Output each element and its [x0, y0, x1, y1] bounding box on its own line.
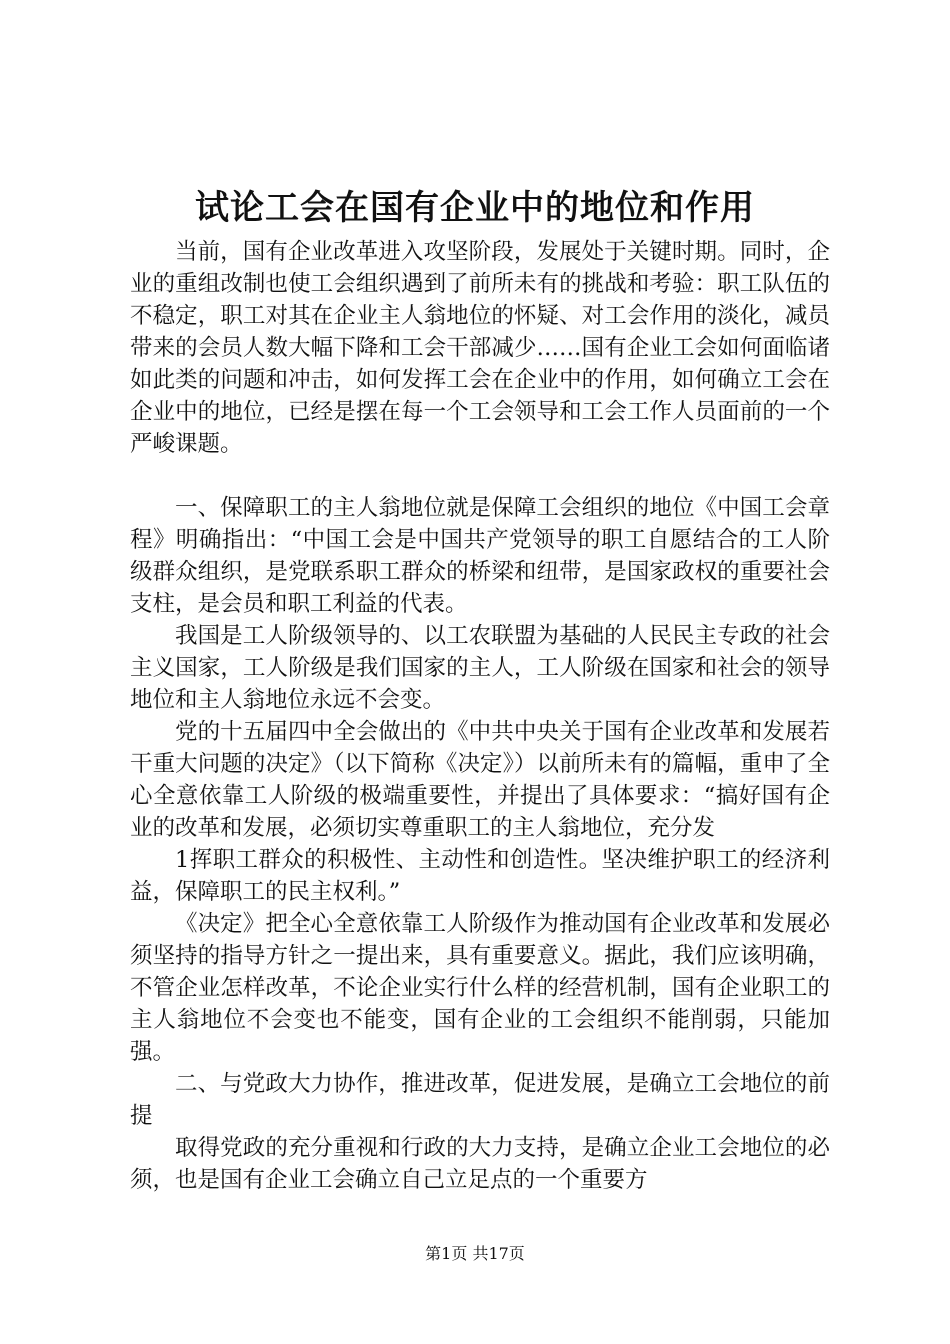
paragraph-continuation: 1挥职工群众的积极性、主动性和创造性。坚决维护职工的经济利益，保障职工的民主权利。” — [130, 847, 830, 905]
paragraph-working-class: 我国是工人阶级领导的、以工农联盟为基础的人民民主专政的社会主义国家，工人阶级是我们国家的主人，工人阶级在国家和社会的领导地位和主人翁地位永远不会变。 — [130, 623, 830, 713]
paragraph-decision-significance: 《决定》把全心全意依靠工人阶级作为推动国有企业改革和发展必须坚持的指导方针之一提出来，具有重要意义。据此，我们应该明确，不管企业怎样改革，不论企业实行什么样的经营机制，国有企业职工的主人翁地位不会变也不能变，国有企业的工会组织不能削弱，只能加强。 — [130, 911, 830, 1065]
paragraph-section-two-heading: 二、与党政大力协作，推进改革，促进发展，是确立工会地位的前提 — [130, 1071, 830, 1129]
page-footer: 第1页 共17页 — [425, 1244, 525, 1263]
paragraph-section-one: 一、保障职工的主人翁地位就是保障工会组织的地位《中国工会章程》明确指出：“中国工会是中国共产党领导的职工自愿结合的工人阶级群众组织，是党联系职工群众的桥梁和纽带，是国家政权的重要社会支柱，是会员和职工利益的代表。 — [130, 495, 830, 617]
paragraph-section-two-body: 取得党政的充分重视和行政的大力支持，是确立企业工会地位的必须，也是国有企业工会确立自己立足点的一个重要方 — [130, 1135, 830, 1193]
paragraph-party-decision: 党的十五届四中全会做出的《中共中央关于国有企业改革和发展若干重大问题的决定》（以下简称《决定》）以前所未有的篇幅，重申了全心全意依靠工人阶级的极端重要性，并提出了具体要求：“搞好国有企业的改革和发展，必须切实尊重职工的主人翁地位，充分发 — [130, 719, 830, 841]
paragraph-intro: 当前，国有企业改革进入攻坚阶段，发展处于关键时期。同时，企业的重组改制也使工会组织遇到了前所未有的挑战和考验：职工队伍的不稳定，职工对其在企业主人翁地位的怀疑、对工会作用的淡化，减员带来的会员人数大幅下降和工会干部减少……国有企业工会如何面临诸如此类的问题和冲击，如何发挥工会在企业中的作用，如何确立工会在企业中的地位，已经是摆在每一个工会领导和工会工作人员面前的一个严峻课题。 — [130, 239, 830, 457]
document-title: 试论工会在国有企业中的地位和作用 — [195, 188, 755, 228]
document-body — [130, 236, 830, 1196]
